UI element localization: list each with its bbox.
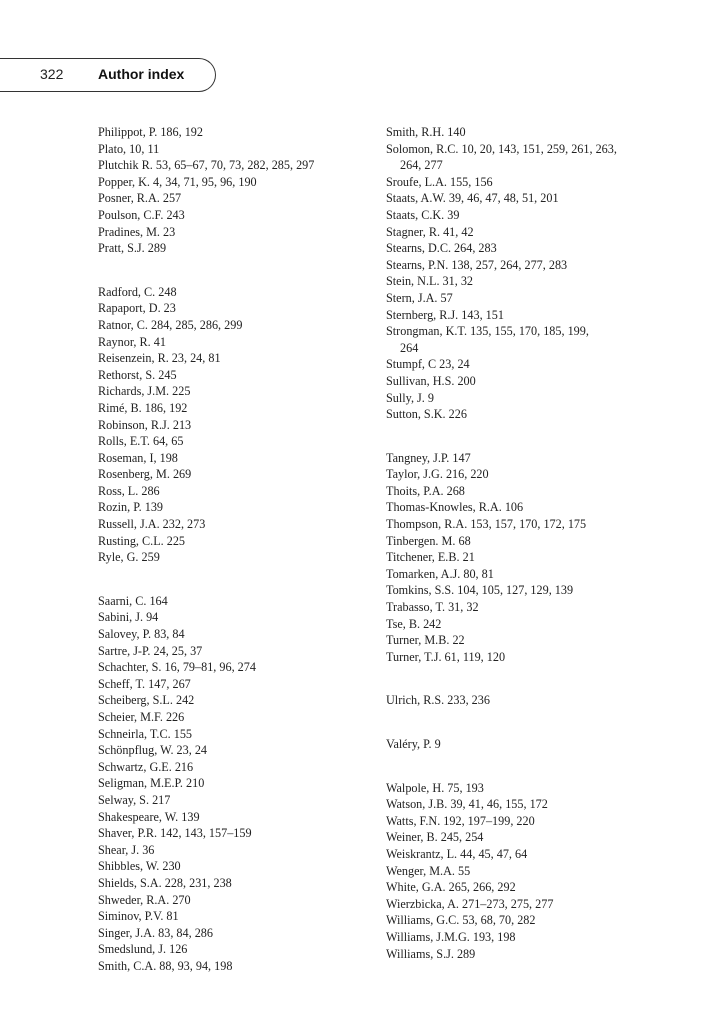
page-references: 192, 197–199, 220: [443, 813, 535, 828]
index-entry: [98, 317, 368, 334]
author-name: Taylor, J.G.: [386, 467, 443, 482]
author-name: Rolls, E.T.: [98, 434, 150, 449]
index-entry: [98, 726, 368, 743]
index-entry: [98, 958, 368, 975]
page-references: 264, 283: [454, 241, 497, 256]
page-references: 39, 41, 46, 155, 172: [450, 797, 548, 812]
index-entry: [386, 483, 686, 500]
page-references: 248: [158, 284, 177, 299]
page-references: 10, 20, 143, 151, 259, 261, 263,: [461, 141, 617, 156]
index-entry: [98, 692, 368, 709]
index-entry: [98, 533, 368, 550]
index-entry: [386, 466, 686, 483]
page-references: 269: [172, 467, 192, 482]
page-references: 139: [181, 809, 200, 824]
author-name: Watts, F.N.: [386, 813, 441, 828]
author-name: Turner, M.B.: [386, 633, 450, 648]
page-references: 186, 192: [144, 400, 188, 415]
page-references: 24, 25, 37: [153, 643, 203, 658]
page-references: 106: [504, 500, 524, 515]
page-references: 226: [448, 407, 467, 422]
author-name: White, G.A.: [386, 880, 446, 895]
page-references: 138, 257, 264, 277, 283: [451, 257, 568, 272]
page-references: 225: [166, 533, 186, 548]
page-references: 245: [158, 367, 177, 382]
index-entry: [386, 829, 686, 846]
index-letter-group: [386, 736, 686, 753]
page-references: 286: [141, 483, 160, 498]
author-name: Sabini, J.: [98, 610, 144, 625]
page-references: 9: [427, 390, 434, 405]
author-name: Stumpf, C: [386, 357, 437, 372]
author-name: Thoits, P.A.: [386, 483, 444, 498]
index-entry: [386, 946, 686, 963]
index-entry: [98, 157, 368, 174]
index-entry: [98, 842, 368, 859]
author-name: Siminov, P.V.: [98, 909, 164, 924]
index-entry: [98, 925, 368, 942]
author-name: Rusting, C.L.: [98, 533, 164, 548]
author-name: Walpole, H.: [386, 780, 445, 795]
page-references: 23: [163, 301, 176, 316]
author-name: Smith, C.A.: [98, 958, 157, 973]
index-entry: [98, 174, 368, 191]
page-references: 126: [169, 942, 188, 957]
author-name: Plutchik R.: [98, 158, 153, 173]
page-references: 23, 24, 81: [171, 351, 221, 366]
page-references: 39, 46, 47, 48, 51, 201: [448, 191, 559, 206]
author-name: Shaver, P.R.: [98, 826, 158, 841]
index-entry: [98, 334, 368, 351]
author-name: Robinson, R.J.: [98, 417, 170, 432]
author-name: Williams, G.C.: [386, 913, 460, 928]
page-references: 41: [153, 334, 166, 349]
author-name: Valéry, P.: [386, 737, 432, 751]
page-references: 147, 267: [148, 676, 191, 691]
index-entry: [98, 809, 368, 826]
index-entry: [98, 240, 368, 257]
index-entry: [98, 124, 368, 141]
page-references: 94: [146, 610, 159, 625]
index-entry: [386, 582, 686, 599]
index-entry: [98, 499, 368, 516]
index-letter-group: [98, 593, 368, 975]
author-name: Radford, C.: [98, 284, 156, 299]
page-references: 245, 254: [440, 830, 484, 845]
index-entry: [386, 780, 686, 797]
index-letter-group: [98, 124, 368, 257]
index-entry: [386, 190, 686, 207]
page-references: 213: [172, 417, 192, 432]
index-entry: [386, 323, 686, 340]
page-references: 36: [142, 842, 155, 857]
index-entry: [98, 284, 368, 301]
index-column-left: [98, 124, 368, 975]
author-name: Roseman, I,: [98, 450, 157, 465]
index-entry: [386, 879, 686, 896]
page-references: 289: [147, 241, 167, 256]
index-letter-group: [386, 780, 686, 963]
index-entry: [98, 892, 368, 909]
page-references: 41, 42: [443, 224, 474, 239]
author-name: Rimé, B.: [98, 400, 142, 415]
page-references: 155, 156: [449, 174, 493, 189]
page-number: 322: [40, 66, 64, 82]
index-entry: [98, 549, 368, 566]
index-entry: [98, 759, 368, 776]
author-name: Stearns, D.C.: [386, 241, 451, 256]
index-entry: [98, 643, 368, 660]
index-letter-group: [98, 284, 368, 566]
index-entry: [386, 499, 686, 516]
index-entry: [98, 609, 368, 626]
index-entry: [386, 549, 686, 566]
page-references: 16, 79–81, 96, 274: [164, 660, 256, 675]
author-name: Stern, J.A.: [386, 290, 438, 305]
page-references: 186, 192: [160, 125, 203, 139]
index-entry: [386, 450, 686, 467]
author-name: Wierzbicka, A.: [386, 896, 459, 911]
index-entry: [386, 846, 686, 863]
index-entry: [98, 190, 368, 207]
page-references: 53, 68, 70, 282: [462, 913, 536, 928]
page-references: 142, 143, 157–159: [160, 826, 252, 841]
index-entry: [386, 390, 686, 407]
page-references: 44, 45, 47, 64: [460, 846, 528, 861]
author-name: Salovey, P.: [98, 627, 152, 642]
author-name: Trabasso, T.: [386, 600, 446, 615]
author-name: Seligman, M.E.P.: [98, 776, 183, 791]
index-entry: [386, 649, 686, 666]
index-entry: [386, 599, 686, 616]
page-references: 243: [166, 207, 185, 222]
index-entry: [98, 141, 368, 158]
page-references: 289: [456, 946, 476, 961]
index-entry: [98, 775, 368, 792]
author-name: Solomon, R.C.: [386, 141, 459, 156]
page-references: 22: [452, 633, 465, 648]
index-entry: [98, 626, 368, 643]
page-references: 232, 273: [162, 517, 206, 532]
page-references: 135, 155, 170, 185, 199,: [470, 324, 589, 339]
page-references: 147: [452, 450, 471, 465]
index-entry: [386, 566, 686, 583]
page-references: 216: [174, 759, 194, 774]
index-entry: [386, 273, 686, 290]
page-references: 193, 198: [472, 929, 516, 944]
index-entry: [386, 912, 686, 929]
page-references: 55: [457, 863, 471, 878]
index-letter-group: [386, 692, 686, 709]
index-entry: [386, 307, 686, 324]
page-references: 153, 157, 170, 172, 175: [470, 517, 587, 532]
page-references: 9: [434, 737, 441, 751]
index-entry: [386, 174, 686, 191]
index-entry: [386, 290, 686, 307]
index-entry: [98, 383, 368, 400]
author-name: Tangney, J.P.: [386, 450, 450, 465]
page-references: 31, 32: [448, 600, 479, 615]
index-entry: [98, 417, 368, 434]
author-name: Schneirla, T.C.: [98, 726, 171, 741]
page-references: 228, 231, 238: [164, 875, 232, 890]
author-name: Tomarken, A.J.: [386, 566, 461, 581]
index-entry: [386, 736, 686, 753]
page-references: 4, 34, 71, 95, 96, 190: [153, 174, 257, 189]
index-entry: [386, 257, 686, 274]
page-references: 155: [173, 726, 192, 741]
author-name: Turner, T.J.: [386, 649, 442, 664]
author-name: Staats, C.K.: [386, 207, 445, 222]
page-references: 53, 65–67, 70, 73, 282, 285, 297: [155, 158, 315, 173]
index-entry: [386, 373, 686, 390]
index-entry: [98, 941, 368, 958]
author-name: Reisenzein, R.: [98, 351, 169, 366]
author-name: Titchener, E.B.: [386, 550, 460, 565]
author-name: Smith, R.H.: [386, 125, 445, 139]
page-references: 200: [457, 373, 476, 388]
author-name: Thompson, R.A.: [386, 517, 468, 532]
author-name: Tinbergen. M.: [386, 533, 456, 548]
page-references: 39: [447, 207, 460, 222]
index-entry: [98, 742, 368, 759]
page-references: 31, 32: [442, 274, 474, 289]
page-references: 23, 24: [439, 357, 470, 372]
index-entry: [386, 207, 686, 224]
page-references: 198: [159, 450, 178, 465]
author-name: Scheff, T.: [98, 676, 146, 691]
page-references: 23, 24: [176, 743, 208, 758]
author-name: Philippot, P.: [98, 125, 158, 139]
index-entry: [386, 240, 686, 257]
index-entry: [98, 224, 368, 241]
index-entry: [386, 533, 686, 550]
page-references: 230: [162, 859, 181, 874]
page-references: 61, 119, 120: [444, 649, 506, 664]
author-name: Shields, S.A.: [98, 875, 162, 890]
author-name: Schönpflug, W.: [98, 743, 174, 758]
author-name: Poulson, C.F.: [98, 207, 164, 222]
index-entry: [386, 929, 686, 946]
author-name: Williams, S.J.: [386, 946, 454, 961]
page-references: 271–273, 275, 277: [462, 896, 554, 911]
index-entry: [98, 367, 368, 384]
index-entry: [98, 466, 368, 483]
index-entry: [386, 796, 686, 813]
author-name: Pratt, S.J.: [98, 241, 145, 256]
index-entry: [98, 483, 368, 500]
index-entry: [386, 692, 686, 709]
page-references: 21: [462, 550, 475, 565]
author-name: Raynor, R.: [98, 334, 151, 349]
author-name: Sternberg, R.J.: [386, 307, 459, 322]
index-entry: [386, 813, 686, 830]
author-name: Ryle, G.: [98, 550, 139, 565]
page-references: 225: [172, 384, 191, 399]
index-entry: [98, 207, 368, 224]
index-entry: [386, 224, 686, 241]
index-letter-group: [386, 124, 686, 423]
author-name: Wenger, M.A.: [386, 863, 455, 878]
index-entry: [98, 875, 368, 892]
page-references: 75, 193: [447, 780, 484, 795]
page-references-continued: 264, 277: [400, 158, 443, 173]
author-name: Stearns, P.N.: [386, 257, 449, 272]
page-references: 143, 151: [461, 307, 504, 322]
page-references: 57: [440, 290, 453, 305]
page-references: 257: [162, 191, 182, 206]
author-name: Tse, B.: [386, 616, 421, 631]
author-name: Stagner, R.: [386, 224, 441, 239]
index-entry: [98, 792, 368, 809]
page-references: 233, 236: [447, 693, 490, 708]
author-name: Sutton, S.K.: [386, 407, 446, 422]
page-references: 88, 93, 94, 198: [159, 958, 233, 973]
author-name: Popper, K.: [98, 174, 150, 189]
page-references: 81: [166, 909, 179, 924]
author-name: Shear, J.: [98, 842, 140, 857]
index-entry: [98, 400, 368, 417]
index-column-right: [386, 124, 686, 962]
index-entry: [98, 450, 368, 467]
page-references: 242: [423, 616, 442, 631]
page-references: 164: [149, 593, 168, 608]
author-name: Watson, J.B.: [386, 797, 448, 812]
author-name: Williams, J.M.G.: [386, 929, 470, 944]
author-name: Stein, N.L.: [386, 274, 440, 289]
author-name: Ulrich, R.S.: [386, 693, 445, 708]
author-name: Schwartz, G.E.: [98, 759, 172, 774]
index-entry: [98, 659, 368, 676]
index-entry: [386, 516, 686, 533]
author-name: Russell, J.A.: [98, 517, 160, 532]
author-name: Shibbles, W.: [98, 859, 160, 874]
index-entry: [386, 356, 686, 373]
page-references: 265, 266, 292: [448, 880, 516, 895]
index-entry: [98, 350, 368, 367]
author-name: Ratnor, C.: [98, 317, 148, 332]
author-name: Rethorst, S.: [98, 367, 156, 382]
author-name: Pradines, M.: [98, 224, 160, 239]
author-name: Shakespeare, W.: [98, 809, 179, 824]
author-name: Saarni, C.: [98, 593, 147, 608]
index-entry: [386, 632, 686, 649]
page-references: 226: [165, 710, 185, 724]
author-name: Shweder, R.A.: [98, 892, 170, 907]
index-entry: [386, 616, 686, 633]
page-references: 83, 84: [154, 627, 185, 642]
author-name: Rozin, P.: [98, 500, 142, 515]
page-references: 83, 84, 286: [158, 925, 213, 940]
author-name: Plato,: [98, 141, 127, 156]
page-references: 242: [175, 693, 195, 708]
author-name: Scheiberg, S.L.: [98, 693, 173, 708]
index-entry: [98, 858, 368, 875]
index-entry: [386, 863, 686, 880]
page-references: 284, 285, 286, 299: [151, 317, 243, 332]
author-name: Sully, J.: [386, 390, 425, 405]
index-entry: [98, 433, 368, 450]
index-entry: [98, 676, 368, 693]
page-references: 259: [141, 550, 160, 565]
index-entry: [98, 300, 368, 317]
author-name: Rapaport, D.: [98, 301, 161, 316]
page-references: 68: [458, 533, 471, 548]
page-references: 270: [172, 892, 191, 907]
author-name: Schachter, S.: [98, 660, 162, 675]
author-name: Sullivan, H.S.: [386, 373, 455, 388]
index-entry: [386, 124, 686, 141]
author-name: Rosenberg, M.: [98, 467, 170, 482]
index-entry: [98, 825, 368, 842]
index-entry: [386, 141, 686, 158]
index-entry: [98, 908, 368, 925]
author-name: Tomkins, S.S.: [386, 583, 455, 598]
running-head-title: Author index: [98, 66, 185, 82]
author-name: Scheier, M.F.: [98, 710, 163, 724]
author-name: Sroufe, L.A.: [386, 174, 447, 189]
index-entry: [98, 709, 368, 726]
index-entry: [386, 406, 686, 423]
author-name: Weiskrantz, L.: [386, 846, 458, 861]
index-entry: [386, 896, 686, 913]
page-references: 210: [186, 776, 205, 791]
author-name: Thomas-Knowles, R.A.: [386, 500, 502, 515]
author-name: Singer, J.A.: [98, 925, 156, 940]
author-name: Strongman, K.T.: [386, 324, 468, 339]
author-name: Sartre, J-P.: [98, 643, 151, 658]
page-references: 216, 220: [445, 467, 489, 482]
page-references-continued: 264: [400, 340, 419, 355]
author-name: Richards, J.M.: [98, 384, 170, 399]
author-name: Ross, L.: [98, 483, 139, 498]
author-name: Weiner, B.: [386, 830, 438, 845]
page-references: 140: [447, 125, 466, 139]
author-name: Smedslund, J.: [98, 942, 167, 957]
page-references: 268: [446, 483, 465, 498]
page-references: 217: [152, 792, 171, 807]
page-references: 10, 11: [129, 141, 160, 156]
author-name: Staats, A.W.: [386, 191, 446, 206]
author-name: Posner, R.A.: [98, 191, 160, 206]
index-letter-group: [386, 450, 686, 666]
page-references: 64, 65: [152, 434, 184, 449]
author-name: Selway, S.: [98, 792, 150, 807]
index-entry: [98, 593, 368, 610]
index-entry: [98, 516, 368, 533]
page-references: 139: [144, 500, 164, 515]
page-references: 23: [163, 224, 176, 239]
page-references: 80, 81: [463, 566, 494, 581]
page-references: 104, 105, 127, 129, 139: [457, 583, 574, 598]
